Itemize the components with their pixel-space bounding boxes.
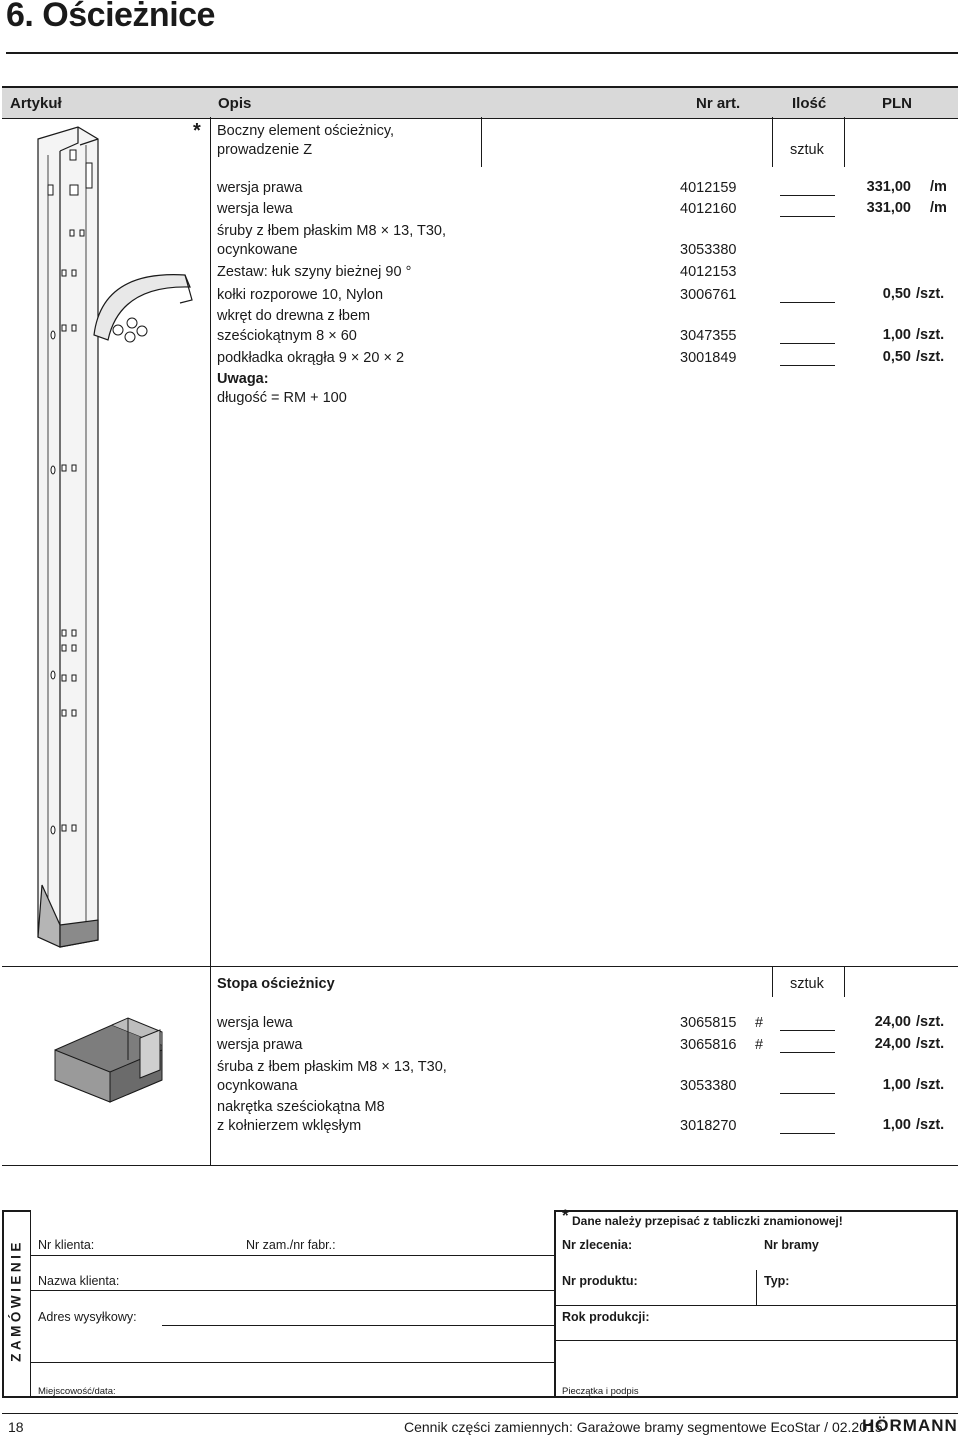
price-unit: /szt.: [916, 349, 945, 365]
brand-logo: HÖRMANN: [862, 1416, 958, 1435]
item-price: 331,00: [866, 200, 911, 216]
item-number: 4012160: [680, 201, 737, 217]
price-unit: /szt.: [916, 1117, 945, 1133]
form-border: [30, 1362, 554, 1363]
place-date-label: Miejscowość/data:: [38, 1386, 116, 1397]
price-unit: /m: [930, 200, 947, 216]
job-number-field[interactable]: [640, 1236, 750, 1254]
grid-line: [210, 117, 211, 1165]
form-border: [554, 1305, 956, 1306]
quantity-field[interactable]: [780, 365, 835, 366]
quantity-field[interactable]: [780, 195, 835, 196]
col-nr-art: Nr art.: [696, 95, 741, 112]
col-artykul: Artykuł: [10, 95, 62, 112]
type-label: Typ:: [764, 1274, 790, 1288]
item-desc: wkręt do drewna z łbem: [217, 308, 371, 324]
asterisk-marker: *: [562, 1206, 569, 1225]
section-title: Boczny element ościeżnicy,: [217, 123, 395, 139]
customer-name-field[interactable]: [130, 1272, 548, 1290]
item-price: 1,00: [882, 1077, 911, 1093]
section-divider: [2, 966, 958, 967]
customer-name-label: Nazwa klienta:: [38, 1274, 120, 1288]
price-unit: /szt.: [916, 1036, 945, 1052]
order-number-label: Nr zam./nr fabr.:: [246, 1238, 336, 1252]
item-number: 3053380: [680, 1078, 737, 1094]
shipping-address-field[interactable]: [162, 1306, 550, 1324]
type-field[interactable]: [796, 1272, 952, 1290]
quantity-field[interactable]: [780, 216, 835, 217]
item-price: 331,00: [866, 179, 911, 195]
form-border: [30, 1255, 554, 1256]
item-desc-line2: ocynkowana: [217, 1078, 298, 1094]
quantity-field[interactable]: [780, 1093, 835, 1094]
item-desc: wersja prawa: [217, 1037, 303, 1053]
section-divider: [2, 1165, 958, 1166]
price-unit: /m: [930, 179, 947, 195]
item-number: 3006761: [680, 287, 737, 303]
form-border: [956, 1210, 958, 1398]
asterisk-marker: *: [193, 120, 201, 142]
form-border: [30, 1210, 31, 1398]
item-price: 24,00: [874, 1036, 911, 1052]
price-unit: /szt.: [916, 286, 945, 302]
table-header: [2, 86, 958, 119]
form-border: [2, 1396, 958, 1398]
item-desc-line2: z kołnierzem wklęsłym: [217, 1118, 362, 1134]
grid-line: [844, 117, 845, 167]
production-year-label: Rok produkcji:: [562, 1310, 650, 1324]
form-border: [756, 1270, 757, 1305]
order-side-label: ZAMÓWIENIE: [8, 1239, 24, 1362]
hash-marker: #: [755, 1015, 764, 1031]
col-ilosc: Ilość: [792, 95, 827, 112]
item-desc: wersja prawa: [217, 180, 303, 196]
item-number: 3018270: [680, 1118, 737, 1134]
qty-unit-label: sztuk: [790, 142, 824, 158]
item-desc: wersja lewa: [217, 1015, 293, 1031]
section-title: Stopa ościeżnicy: [217, 976, 335, 992]
item-number: 3065815: [680, 1015, 737, 1031]
page-number: 18: [8, 1419, 24, 1435]
customer-number-label: Nr klienta:: [38, 1238, 95, 1252]
door-number-field[interactable]: [824, 1236, 952, 1254]
item-desc: podkładka okrągła 9 × 20 × 2: [217, 350, 405, 366]
section-title-line2: prowadzenie Z: [217, 142, 313, 158]
item-desc: nakrętka sześciokątna M8: [217, 1099, 385, 1115]
form-border: [554, 1340, 956, 1341]
qty-unit-label: sztuk: [790, 976, 824, 992]
item-desc: śruba z łbem płaskim M8 × 13, T30,: [217, 1059, 447, 1075]
frame-foot-illustration: [50, 1010, 180, 1105]
price-unit: /szt.: [916, 327, 945, 343]
form-border: [162, 1325, 554, 1326]
item-number: 4012159: [680, 180, 737, 196]
price-unit: /szt.: [916, 1077, 945, 1093]
page-title: 6. Ościeżnice: [6, 0, 215, 34]
item-number: 3065816: [680, 1037, 737, 1053]
quantity-field[interactable]: [780, 1030, 835, 1031]
form-border: [2, 1210, 30, 1212]
price-unit: /szt.: [916, 1014, 945, 1030]
footer-text: Cennik części zamiennych: Garażowe bramy segmentowe EcoStar / 02.2015: [404, 1419, 883, 1435]
item-price: 24,00: [874, 1014, 911, 1030]
door-number-label: Nr bramy: [764, 1238, 819, 1252]
place-date-field[interactable]: [120, 1368, 550, 1396]
form-border: [554, 1210, 958, 1212]
product-number-label: Nr produktu:: [562, 1274, 638, 1288]
item-number: 3047355: [680, 328, 737, 344]
item-number: 3053380: [680, 242, 737, 258]
customer-number-field[interactable]: [112, 1236, 232, 1254]
shipping-address-label: Adres wysyłkowy:: [38, 1310, 137, 1324]
item-desc: kołki rozporowe 10, Nylon: [217, 287, 384, 303]
item-desc: wersja lewa: [217, 201, 293, 217]
grid-line: [481, 117, 482, 167]
item-price: 0,50: [882, 349, 911, 365]
item-price: 0,50: [882, 286, 911, 302]
grid-line: [772, 117, 773, 167]
item-price: 1,00: [882, 1117, 911, 1133]
item-desc: śruby z łbem płaskim M8 × 13, T30,: [217, 223, 447, 239]
quantity-field[interactable]: [780, 343, 835, 344]
col-pln: PLN: [882, 95, 912, 112]
product-number-field[interactable]: [645, 1272, 750, 1290]
form-border: [30, 1290, 554, 1291]
item-number: 3001849: [680, 350, 737, 366]
col-opis: Opis: [218, 95, 252, 112]
item-desc-line2: sześciokątnym 8 × 60: [217, 328, 357, 344]
grid-line: [772, 967, 773, 997]
quantity-field[interactable]: [780, 1133, 835, 1134]
note-text: długość = RM + 100: [217, 390, 347, 406]
production-year-field[interactable]: [655, 1308, 951, 1326]
item-number: 4012153: [680, 264, 737, 280]
stamp-signature-field[interactable]: [556, 1342, 952, 1394]
nameplate-note: Dane należy przepisać z tabliczki znamionowej!: [572, 1214, 843, 1228]
title-rule: [6, 52, 958, 54]
hash-marker: #: [755, 1037, 764, 1053]
order-number-field[interactable]: [360, 1236, 548, 1254]
item-price: 1,00: [882, 327, 911, 343]
note-label: Uwaga:: [217, 371, 269, 387]
job-number-label: Nr zlecenia:: [562, 1238, 633, 1252]
item-desc-line2: ocynkowane: [217, 242, 298, 258]
quantity-field[interactable]: [780, 302, 835, 303]
grid-line: [844, 967, 845, 997]
stamp-signature-label: Pieczątka i podpis: [562, 1386, 639, 1397]
item-desc: Zestaw: łuk szyny bieżnej 90 °: [217, 264, 412, 280]
footer-rule: [2, 1413, 958, 1414]
frame-profile-illustration: [20, 125, 210, 955]
quantity-field[interactable]: [780, 1052, 835, 1053]
